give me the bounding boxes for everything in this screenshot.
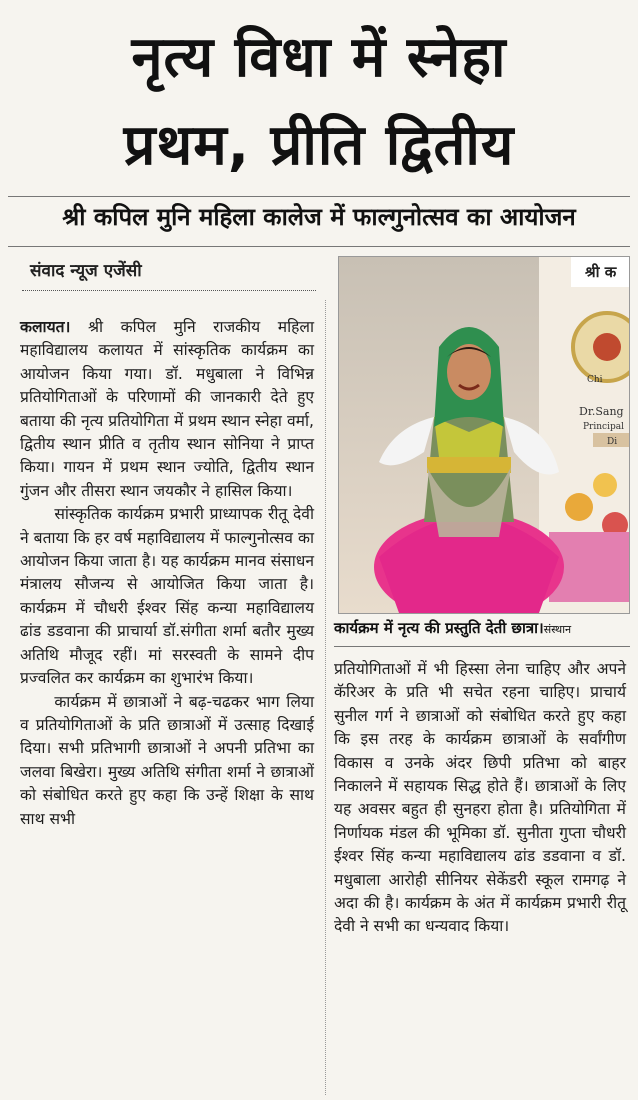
article-paragraph-4: प्रतियोगिताओं में भी हिस्सा लेना चाहिए और अपने कॅरिअर के प्रति भी सचेत रहना चाहिए। प्राचार्य सुनील गर्ग ने छात्राओं को संबोधित करते हुए कहा कि इस तरह के कार्यक्रम छात्राओं के सर्वांगीण विकास व उनके अंदर छिपी प्रतिभा को बाहर निकालने में सहायक सिद्ध होते हैं। छात्राओं के लिए यह अवसर बहुत ही सुनहरा होता है। प्रतियोगिता में निर्णायक मंडल की भूमिका डॉ. सुनीता गुप्ता चौधरी ईश्वर सिंह कन्या महाविद्यालय ढांड डडवाना व डॉ. मधुबाला आरोही सीनियर सेकेंडरी स्कूल रामगढ़ ने अदा की है। कार्यक्रम के अंत में कार्यक्रम प्रभारी रीतू देवी ने सभी का धन्यवाद किया। <box>334 660 626 936</box>
banner-text: श्री क <box>585 263 617 281</box>
byline: संवाद न्यूज एजेंसी <box>30 261 142 281</box>
headline <box>10 14 628 190</box>
headline-line-2: प्रथम, प्रीति द्वितीय <box>123 113 515 178</box>
sign-line-4: Di <box>607 437 618 447</box>
subheadline: श्री कपिल मुनि महिला कालेज में फाल्गुनोत्सव का आयोजन <box>62 203 576 231</box>
headline-rule <box>8 196 630 197</box>
article-paragraph-2: सांस्कृतिक कार्यक्रम प्रभारी प्राध्यापक रीतू देवी ने बताया कि हर वर्ष महाविद्यालय में फाल्गुनोत्सव का आयोजन किया जाता है। यह कार्यक्रम मानव संसाधन मंत्रालय सौजन्य से आयोजित किया जाता है। कार्यक्रम में चौधरी ईश्वर सिंह कन्या महाविद्यालय ढांड डडवाना की प्राचार्या डॉ.संगीता शर्मा बतौर मुख्य अतिथि मौजूद रहीं। मां सरस्वती के सामने दीप प्रज्वलित कर कार्यक्रम का शुभारंभ किया। <box>20 505 314 688</box>
photo-credit: संस्थान <box>543 623 572 636</box>
subheadline-rule <box>8 246 630 247</box>
caption-text: कार्यक्रम में नृत्य की प्रस्तुति देती छात्रा। <box>334 619 544 637</box>
headline-line-1: नृत्य विधा में स्नेहा <box>131 25 507 90</box>
article-column-2 <box>334 658 626 939</box>
sign-line-3: Principal <box>583 422 624 432</box>
dateline: कलायत। <box>20 318 71 336</box>
article-column-1 <box>20 316 314 831</box>
column-divider <box>325 300 326 1095</box>
news-photo <box>338 256 630 614</box>
article-paragraph-1: कलायत। श्री कपिल मुनि राजकीय महिला महाविद्यालय कलायत में सांस्कृतिक कार्यक्रम का आयोजन किया गया। डॉ. मधुबाला ने विभिन्न प्रतियोगिताओं के परिणामों की जानकारी देते हुए बताया की नृत्य प्रतियोगिता में प्रथम स्थान स्नेहा वर्मा, द्वितीय स्थान प्रीति व तृतीय स्थान सोनिया ने प्राप्त किया। गायन में प्रथम स्थान ज्योति, द्वितीय स्थान गुंजन और तीसरा स्थान जयकौर ने हासिल किया। <box>20 318 314 500</box>
sign-line-1: Chi <box>587 375 603 385</box>
sign-line-2: Dr.Sang <box>579 405 624 418</box>
article-paragraph-3: कार्यक्रम में छात्राओं ने बढ़-चढकर भाग लिया व प्रतियोगिताओं के प्रति छात्राओं में उत्साह दिखाई दिया। सभी प्रतिभागी छात्राओं ने अपनी प्रतिभा का जलवा बिखेरा। मुख्य अतिथि संगीता शर्मा ने छात्राओं को संबोधित करते हुए कहा कि उन्हें शिक्षा के साथ साथ सभी <box>20 692 314 828</box>
dancer-photo-illustration <box>339 257 629 613</box>
byline-rule <box>22 290 316 291</box>
photo-caption <box>334 618 630 638</box>
caption-rule <box>334 646 630 647</box>
flower-decoration-icon <box>565 493 593 521</box>
